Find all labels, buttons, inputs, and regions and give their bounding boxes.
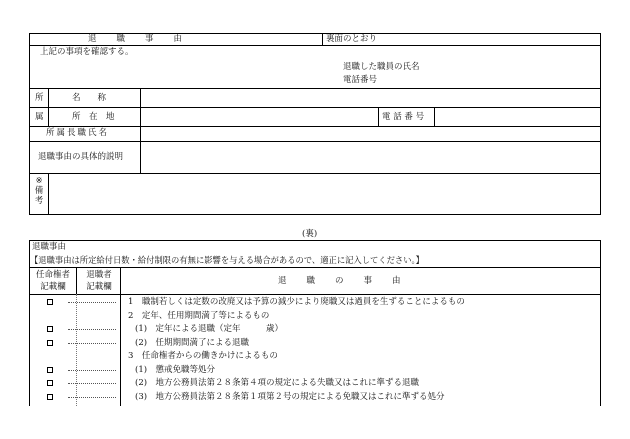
divider xyxy=(76,294,77,406)
divider xyxy=(29,294,601,295)
reason-row-text: (2) 任期期間満了による退職 xyxy=(135,338,250,348)
reason-detail-label: 退職事由の具体的説明 xyxy=(38,152,124,162)
reason-row-text: (1) 懲戒免職等処分 xyxy=(135,365,216,375)
col-retiree-header: 退職者 記載欄 xyxy=(86,270,112,292)
office-name-label: 名 称 xyxy=(72,93,107,103)
confirm-statement: 上記の事項を確認する。 xyxy=(40,47,134,57)
reason-row-text: (2) 地方公務員法第２８条第４項の規定による失職又はこれに準ずる退職 xyxy=(135,378,420,388)
reason-row-text: (1) 定年による退職（定年 歳） xyxy=(135,324,284,334)
divider xyxy=(29,45,601,46)
retiree-entry-line[interactable] xyxy=(68,383,116,384)
divider xyxy=(76,267,77,294)
appointer-checkbox[interactable] xyxy=(47,380,53,386)
retiree-name-label: 退職した職員の氏名 xyxy=(343,62,420,72)
appointer-checkbox[interactable] xyxy=(47,340,53,346)
divider xyxy=(29,267,601,268)
divider xyxy=(29,88,601,89)
reason-row-text: 3 任命権者からの働きかけによるもの xyxy=(128,351,278,361)
office-side-label: 所 xyxy=(35,93,44,103)
divider xyxy=(29,141,601,142)
divider xyxy=(378,107,379,126)
office-phone-label: 電 話 番 号 xyxy=(382,112,425,122)
reason-heading: 退 職 事 由 xyxy=(88,34,184,44)
retiree-entry-line[interactable] xyxy=(68,397,116,398)
retiree-entry-line[interactable] xyxy=(68,329,116,330)
retiree-entry-line[interactable] xyxy=(68,302,116,303)
divider xyxy=(434,107,435,126)
divider xyxy=(322,33,323,45)
divider xyxy=(140,88,141,141)
divider xyxy=(140,141,141,173)
reason-row-text: (3) 地方公務員法第２８条第１項第２号の規定による免職又はこれに準ずる処分 xyxy=(135,392,445,402)
appointer-checkbox[interactable] xyxy=(47,299,53,305)
back-title: 退職事由 xyxy=(32,242,67,252)
divider xyxy=(48,173,49,215)
appointer-checkbox[interactable] xyxy=(47,326,53,332)
phone-label: 電話番号 xyxy=(343,75,378,85)
office-side-label-2: 属 xyxy=(35,112,44,122)
col-reason-header: 退 職 の 事 由 xyxy=(278,276,402,286)
divider xyxy=(120,267,121,406)
chief-name-label: 所属長職氏名 xyxy=(46,128,110,138)
office-address-label: 所 在 地 xyxy=(72,112,115,122)
reason-row-text: 2 定年、任用期間満了等によるもの xyxy=(128,311,270,321)
divider xyxy=(29,107,601,108)
divider xyxy=(29,173,601,174)
reason-row-text: 1 職制若しくは定数の改廃又は予算の減少により廃職又は過員を生ずることによるもの xyxy=(128,297,465,307)
back-note: 【退職事由は所定給付日数・給付制限の有無に影響を与える場合があるので、適正に記入してください。】 xyxy=(30,255,424,265)
divider xyxy=(29,126,601,127)
reason-value: 裏面のとおり xyxy=(326,34,378,44)
divider xyxy=(48,88,49,126)
remarks-label: ※ 備 考 xyxy=(34,176,44,206)
front-form-table xyxy=(29,33,601,215)
appointer-checkbox[interactable] xyxy=(47,367,53,373)
retiree-entry-line[interactable] xyxy=(68,343,116,344)
col-appointer-header: 任命権者 記載欄 xyxy=(35,270,70,292)
retiree-entry-line[interactable] xyxy=(68,370,116,371)
back-side-label: (裏) xyxy=(302,229,318,239)
appointer-checkbox[interactable] xyxy=(47,394,53,400)
